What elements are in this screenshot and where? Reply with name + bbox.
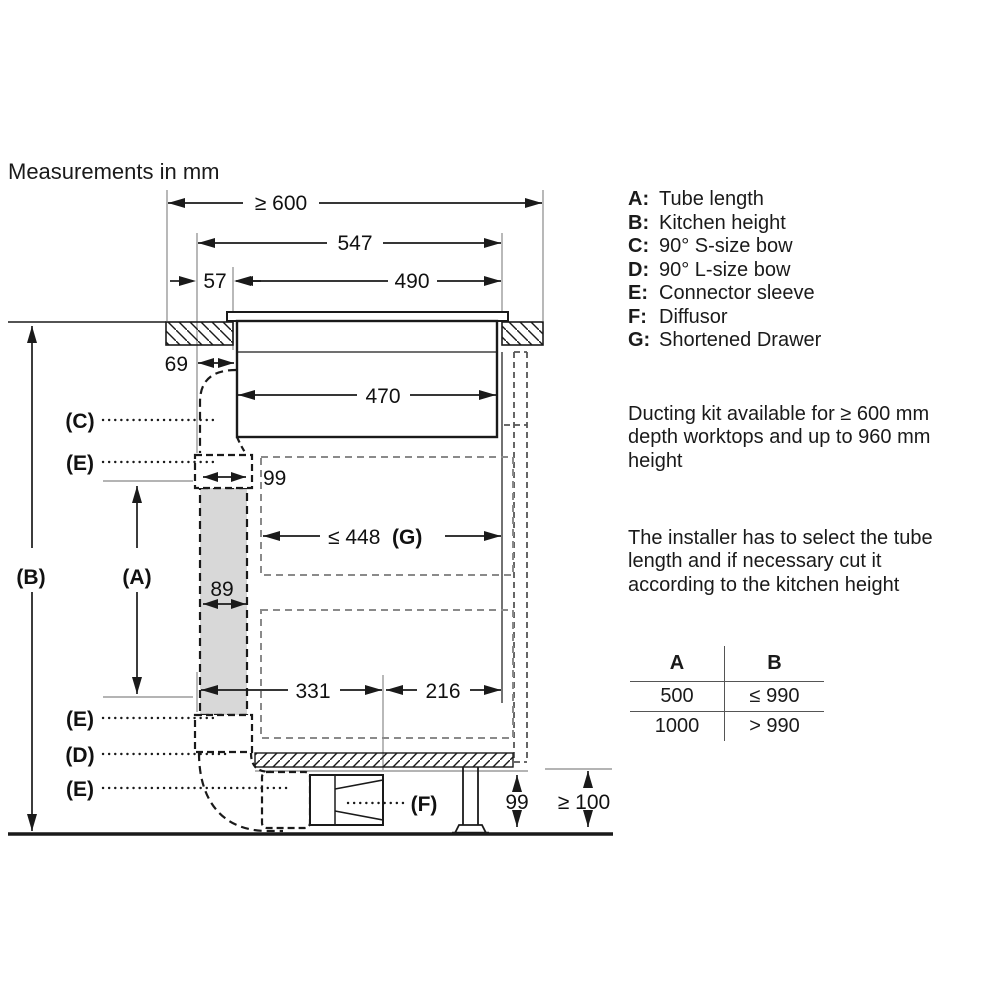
tube-length-table <box>630 646 824 741</box>
dim-216: 216 <box>425 680 461 703</box>
note-line: Ducting kit available for ≥ 600 mm <box>628 403 930 425</box>
note-line: height <box>628 449 683 472</box>
legend-label-d: 90° L-size bow <box>659 258 791 281</box>
cabinet-leg <box>452 767 489 833</box>
bow-c-inner <box>237 437 246 454</box>
legend-key-e: E: <box>628 282 648 304</box>
table-cell: 1000 <box>630 712 725 741</box>
note-ducting-kit <box>628 403 930 473</box>
note-line: length and if necessary cut it <box>628 550 882 573</box>
dim-547: 547 <box>337 232 373 255</box>
legend-key-b: B: <box>628 211 650 234</box>
dim-clearance-100: ≥ 100 <box>557 791 611 814</box>
table-cell: > 990 <box>749 715 800 737</box>
callout-e-top: (E) <box>66 452 94 475</box>
dimension-lines <box>32 203 588 831</box>
table-header-b: B <box>725 646 824 682</box>
callout-e-mid: (E) <box>66 708 94 731</box>
note-line: depth worktops and up to 960 mm <box>628 426 931 449</box>
callout-d: (D) <box>65 744 95 767</box>
table-header-row <box>630 646 824 682</box>
legend-key-c: C: <box>628 235 650 257</box>
connector-sleeve-mid <box>195 715 252 752</box>
connector-sleeve-bottom <box>262 772 310 828</box>
table-cell: ≤ 990 <box>725 682 824 712</box>
dim-69: 69 <box>164 353 188 376</box>
dim-331: 331 <box>295 680 331 703</box>
dim-448-key-g: (G) <box>392 526 423 549</box>
tube <box>200 488 247 715</box>
legend-item-g <box>628 329 821 353</box>
table-cell: 500 <box>630 682 725 712</box>
hob-body <box>237 321 497 437</box>
lower-drawer-box <box>261 610 513 738</box>
callout-leaders <box>103 420 404 803</box>
bow-c-outer <box>200 370 236 453</box>
note-installer <box>628 527 933 597</box>
dim-470: 470 <box>365 385 401 408</box>
dim-worktop-depth: ≥ 600 <box>254 192 308 215</box>
legend-label-a: Tube length <box>659 188 764 210</box>
connector-sleeve-top <box>195 455 252 488</box>
callout-f: (F) <box>410 793 438 816</box>
table-row <box>630 682 824 712</box>
dim-89: 89 <box>210 578 234 601</box>
dim-448: ≤ 448 <box>328 526 381 549</box>
table-header-a: A <box>630 646 725 682</box>
hob-glass-top <box>227 312 508 321</box>
legend-key-g: G: <box>628 329 651 351</box>
callout-b: (B) <box>16 566 46 589</box>
legend-label-c: 90° S-size bow <box>659 235 793 257</box>
shortened-drawer-box-g <box>261 457 513 575</box>
legend-label-e: Connector sleeve <box>659 282 815 304</box>
dim-99-plinth: 99 <box>505 791 529 814</box>
table-row <box>630 712 824 741</box>
legend-label-b: Kitchen height <box>659 211 786 234</box>
legend-label-f: Diffusor <box>659 305 728 328</box>
dimension-arrowheads <box>27 198 593 831</box>
dim-99-sleeve: 99 <box>263 467 287 490</box>
legend-item-d <box>628 259 821 283</box>
note-line: The installer has to select the tube <box>628 527 933 549</box>
callout-a: (A) <box>122 566 152 589</box>
legend-item-a <box>628 188 821 212</box>
back-channel-dashed <box>504 352 527 762</box>
page-title: Measurements in mm <box>8 159 220 184</box>
worktop-right-hatch <box>502 322 543 345</box>
worktop-left-hatch <box>166 322 233 345</box>
legend-item-c <box>628 235 821 259</box>
legend-item-b <box>628 212 821 236</box>
note-line: according to the kitchen height <box>628 573 900 596</box>
dim-490: 490 <box>394 270 430 293</box>
diffusor <box>310 775 383 825</box>
callout-e-bottom: (E) <box>66 778 94 801</box>
callout-c: (C) <box>65 410 95 433</box>
dim-57: 57 <box>203 270 227 293</box>
legend-item-e <box>628 282 821 306</box>
legend <box>628 188 821 353</box>
legend-key-a: A: <box>628 188 650 210</box>
legend-key-f: F: <box>628 305 647 328</box>
legend-item-f <box>628 306 821 330</box>
plinth-shelf-hatch <box>255 753 513 767</box>
legend-key-d: D: <box>628 258 650 281</box>
legend-label-g: Shortened Drawer <box>659 329 822 351</box>
